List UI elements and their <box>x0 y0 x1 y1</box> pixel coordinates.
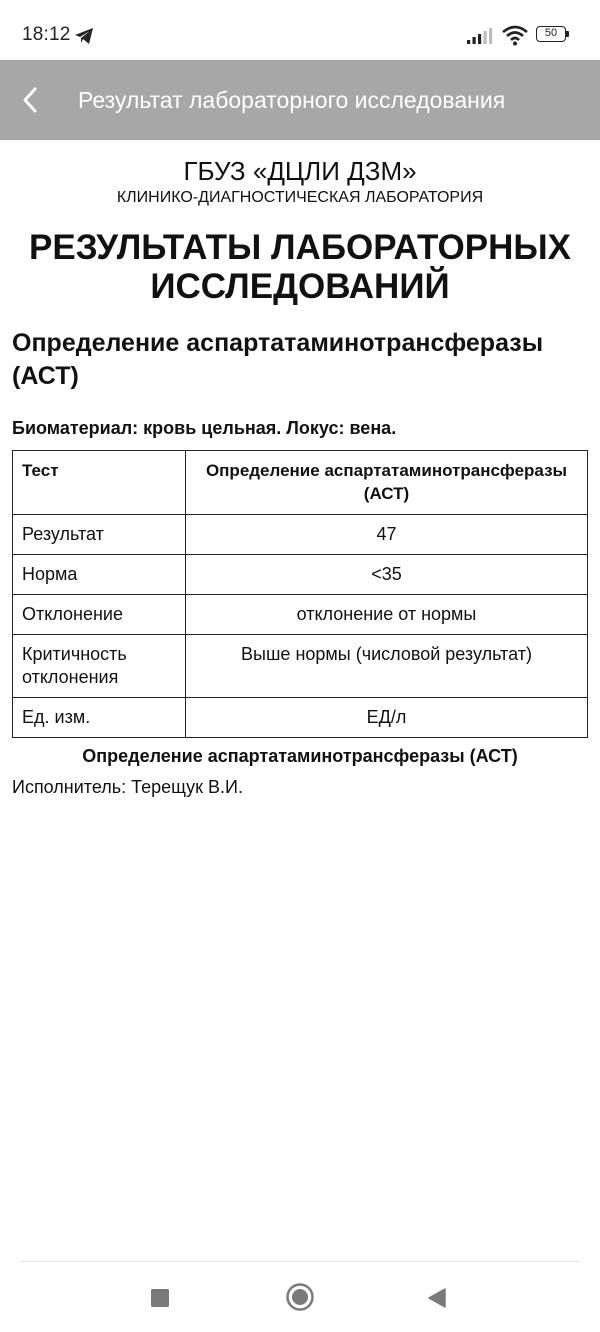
row-value: отклонение от нормы <box>186 595 588 635</box>
row-label: Норма <box>13 555 186 595</box>
table-header-row <box>13 451 588 515</box>
telegram-icon <box>74 27 94 45</box>
row-value: <35 <box>186 555 588 595</box>
table-row <box>13 635 588 698</box>
table-caption: Определение аспартатаминотрансферазы (АСТ) <box>82 746 518 766</box>
row-label: Результат <box>13 515 186 555</box>
results-table <box>12 450 588 738</box>
recents-button[interactable] <box>150 1288 170 1308</box>
row-value: 47 <box>186 515 588 555</box>
org-name: ГБУЗ «ДЦЛИ ДЗМ» <box>183 156 417 186</box>
nav-divider <box>20 1261 580 1262</box>
battery-level: 50 <box>536 26 566 42</box>
page-title <box>0 228 600 306</box>
nav-back-button[interactable] <box>427 1287 447 1309</box>
app-bar <box>0 60 600 140</box>
executor: Исполнитель: Терещук В.И. <box>12 777 243 797</box>
battery-icon <box>536 26 570 44</box>
page-title-line1: РЕЗУЛЬТАТЫ ЛАБОРАТОРНЫХ <box>29 228 571 267</box>
signal-icon <box>466 27 494 45</box>
table-row <box>13 595 588 635</box>
wifi-icon <box>501 24 529 46</box>
home-circle-icon <box>285 1282 315 1312</box>
table-row <box>13 698 588 738</box>
status-bar <box>0 0 600 60</box>
table-row <box>13 515 588 555</box>
table-header-test: Тест <box>13 451 186 515</box>
row-label: Отклонение <box>13 595 186 635</box>
table-row <box>13 555 588 595</box>
biomaterial: Биоматериал: кровь цельная. Локус: вена. <box>12 418 397 438</box>
row-label: Ед. изм. <box>13 698 186 738</box>
home-button[interactable] <box>285 1282 315 1312</box>
status-time: 18:12 <box>22 24 71 45</box>
row-label: Критичность отклонения <box>13 635 186 698</box>
page-title-line2: ИССЛЕДОВАНИЙ <box>150 267 450 306</box>
row-value: Выше нормы (числовой результат) <box>186 635 588 698</box>
battery-tip <box>566 31 569 37</box>
back-button[interactable] <box>12 78 52 122</box>
chevron-left-icon <box>20 86 40 114</box>
recents-square-icon <box>150 1288 170 1308</box>
test-title: Определение аспартатаминотрансферазы (АСТ) <box>12 329 544 390</box>
table-header-name: Определение аспартатаминотрансферазы (АСТ) <box>186 451 588 515</box>
app-title: Результат лабораторного исследования <box>78 87 506 113</box>
back-triangle-icon <box>427 1287 447 1309</box>
row-value: ЕД/л <box>186 698 588 738</box>
org-subtitle: КЛИНИКО-ДИАГНОСТИЧЕСКАЯ ЛАБОРАТОРИЯ <box>116 189 484 206</box>
